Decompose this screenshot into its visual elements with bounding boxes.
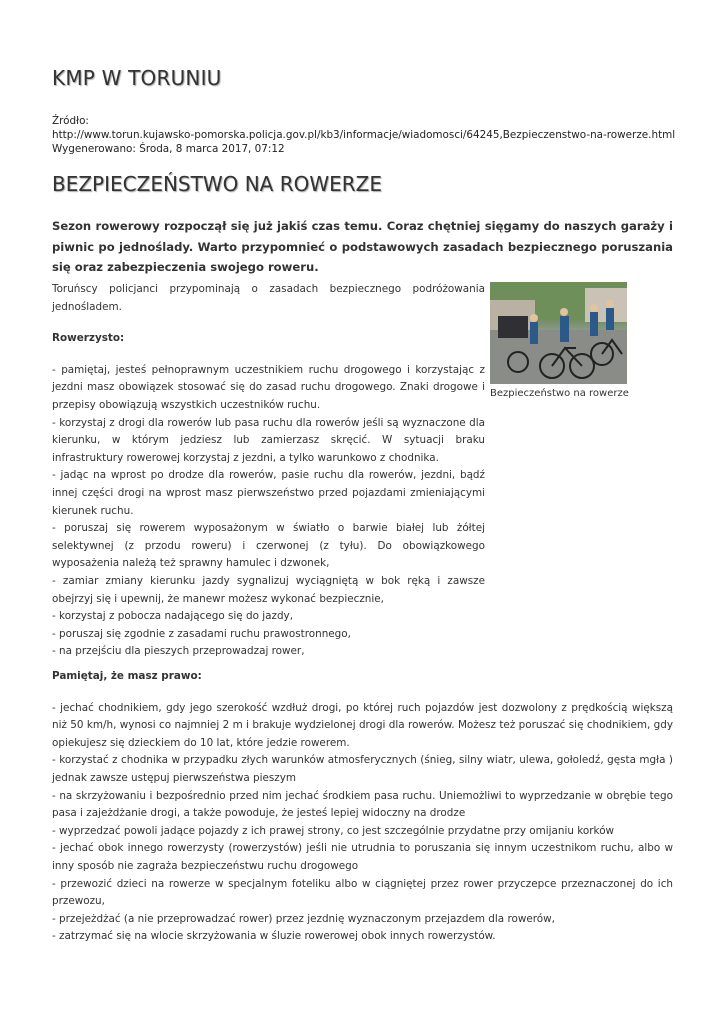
list-item: - korzystać z chodnika w przypadku złych warunków atmosferycznych (śnieg, silny wiatr, ulewa, gołoledź, gęsta mgła ) jednak zawsze ustępuj pierwszeństwa pieszym — [52, 754, 673, 784]
list-item: - na skrzyżowaniu i bezpośrednio przed nim jechać środkiem pasa ruchu. Uniemożliwi to wyprzedzanie w obrębie tego pasa i zajeżdżanie drogi, a także powoduje, że jesteś lepiej widoczny na drodze — [52, 789, 673, 820]
source-label: Źródło: — [52, 115, 89, 127]
section-heading-rights: Pamiętaj, że masz prawo: — [52, 670, 202, 682]
source-url[interactable]: http://www.torun.kujawsko-pomorska.policja.gov.pl/kb3/informacje/wiadomosci/64245,Bezpieczenstwo-na-rowerze.html — [52, 129, 676, 141]
list-item: - korzystaj z pobocza nadającego się do jazdy, — [52, 610, 294, 623]
list-item: - jadąc na wprost po drodze dla rowerów, pasie ruchu dla rowerów, jezdni, bądź innej części drogi na wprost masz pierwszeństwo przed pojazdami zmieniającymi kierunek ruchu. — [52, 469, 485, 517]
list-item: - jechać chodnikiem, gdy jego szerokość wzdłuż drogi, po której ruch pojazdów jest dozwolony z prędkością większą niż 50 km/h, wynosi co najmniej 2 m i brakuje wydzielonej drogi dla rowerów. Możesz też poruszać się chodnikiem, gdy opiekujesz się dzieckiem do 10 lat, które jedzie rowerem. — [52, 701, 673, 749]
article-body-upper — [52, 281, 485, 661]
bicycle-photo — [490, 282, 627, 384]
site-title: KMP W TORUNIU — [52, 66, 222, 90]
list-item: - zamiar zmiany kierunku jazdy sygnalizuj wyciągniętą w bok ręką i zawsze obejrzyj się i upewnij, że manewr możesz wykonać bezpiecznie, — [52, 574, 485, 605]
list-item: - na przejściu dla pieszych przeprowadzaj rower, — [52, 645, 305, 658]
list-item: - wyprzedzać powoli jadące pojazdy z ich prawej strony, co jest szczególnie przydatne przy omijaniu korków — [52, 824, 615, 837]
list-item: - przewozić dzieci na rowerze w specjalnym foteliku albo w ciągniętej przez rower przyczepce przeznaczonej do ich przewozu, — [52, 877, 673, 908]
list-item: - korzystaj z drogi dla rowerów lub pasa ruchu dla rowerów jeśli są wyznaczone dla kierunku, w którym jedziesz lub zamierzasz skręcić. W sytuacji braku infrastruktury rowerowej korzystaj z jezdni, a tylko warunkowo z chodnika. — [52, 416, 485, 464]
article-intro: Toruńscy policjanci przypominają o zasadach bezpiecznego podróżowania jednośladem. — [52, 283, 485, 313]
article-body-lower — [52, 668, 673, 946]
article-title: BEZPIECZEŃSTWO NA ROWERZE — [52, 172, 382, 196]
article-figure — [490, 282, 627, 399]
list-item: - poruszaj się zgodnie z zasadami ruchu prawostronnego, — [52, 627, 351, 640]
list-item: - poruszaj się rowerem wyposażonym w światło o barwie białej lub żółtej selektywnej (z przodu roweru) i czerwonej (z tyłu). Do obowiązkowego wyposażenia należą też sprawny hamulec i dzwonek, — [52, 522, 485, 570]
document-meta — [52, 114, 675, 156]
list-item: - przejeżdżać (a nie przeprowadzać rower) przez jezdnię wyznaczonym przejazdem dla rowerów, — [52, 912, 555, 925]
article-lead: Sezon rowerowy rozpoczął się już jakiś czas temu. Coraz chętniej sięgamy do naszych garaży i piwnic po jednoślady. Warto przypomnieć o podstawowych zasadach bezpiecznego poruszania się oraz zabezpieczenia swojego roweru. — [52, 219, 673, 274]
list-item: - pamiętaj, jesteś pełnoprawnym uczestnikiem ruchu drogowego i korzystając z jezdni masz obowiązek stosować się do zasad ruchu drogowego. Znaki drogowe i przepisy obowiązują wszystkich uczestników ruchu. — [52, 363, 485, 411]
generated-date: Wygenerowano: Środa, 8 marca 2017, 07:12 — [52, 143, 285, 155]
list-item: - zatrzymać się na wlocie skrzyżowania w śluzie rowerowej obok innych rowerzystów. — [52, 930, 496, 943]
section-heading-cyclist: Rowerzysto: — [52, 332, 125, 345]
image-caption: Bezpieczeństwo na rowerze — [490, 388, 629, 399]
list-item: - jechać obok innego rowerzysty (rowerzystów) jeśli nie utrudnia to poruszania się innym uczestnikom ruchu, albo w inny sposób nie zagraża bezpieczeństwu ruchu drogowego — [52, 842, 673, 872]
